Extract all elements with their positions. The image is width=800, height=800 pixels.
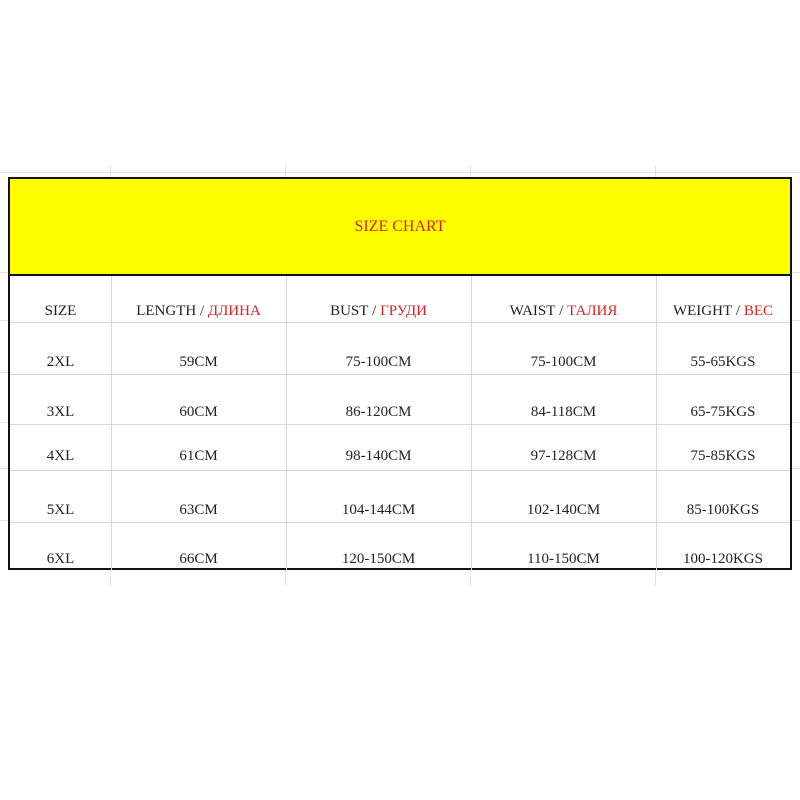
cell-waist: 84-118CM [530,403,597,420]
cell-size: 5XL [46,501,75,518]
cell-length: 59CM [179,353,218,370]
header-en-label: WEIGHT [672,302,733,319]
header-ru-label: ГРУДИ [380,302,427,319]
cell-waist: 110-150CM [527,550,600,567]
header-en-label: SIZE [44,302,77,319]
header-en-label: WAIST [509,302,556,319]
cell-weight: 65-75KGS [690,403,756,420]
header-bust: BUST / ГРУДИ [330,302,427,319]
cell-weight: 85-100KGS [686,501,760,518]
cell-waist: 102-140CM [526,501,601,518]
cell-size: 2XL [46,353,75,370]
cell-length: 61CM [179,447,218,464]
header-ru-label: ТАЛИЯ [567,302,618,319]
cell-length: 66CM [179,550,218,567]
header-length: LENGTH / ДЛИНА [136,302,261,319]
cell-bust: 86-120CM [345,403,412,420]
cell-bust: 120-150CM [341,550,416,567]
header-ru-label: ДЛИНА [207,302,261,319]
title-band [10,179,790,276]
cell-length: 60CM [179,403,218,420]
cell-size: 3XL [46,403,75,420]
cell-weight: 75-85KGS [690,447,756,464]
cell-waist: 75-100CM [530,353,597,370]
size-chart-table [8,177,792,570]
cell-weight: 100-120KGS [682,550,763,567]
cell-weight: 55-65KGS [690,353,756,370]
cell-waist: 97-128CM [530,447,597,464]
header-ru-label: ВЕС [743,302,773,319]
cell-size: 6XL [46,550,75,567]
header-en-label: BUST [330,302,369,319]
header-size [10,291,111,331]
cell-bust: 98-140CM [345,447,412,464]
cell-bust: 75-100CM [345,353,412,370]
header-en-label: LENGTH [136,302,197,319]
cell-length: 63CM [179,501,218,518]
cell-bust: 104-144CM [341,501,416,518]
header-waist: WAIST / ТАЛИЯ [509,302,618,319]
chart-title: SIZE CHART [354,217,446,235]
grid-line [0,172,800,173]
cell-size: 4XL [46,447,75,464]
header-weight: WEIGHT / ВЕС [672,302,773,319]
